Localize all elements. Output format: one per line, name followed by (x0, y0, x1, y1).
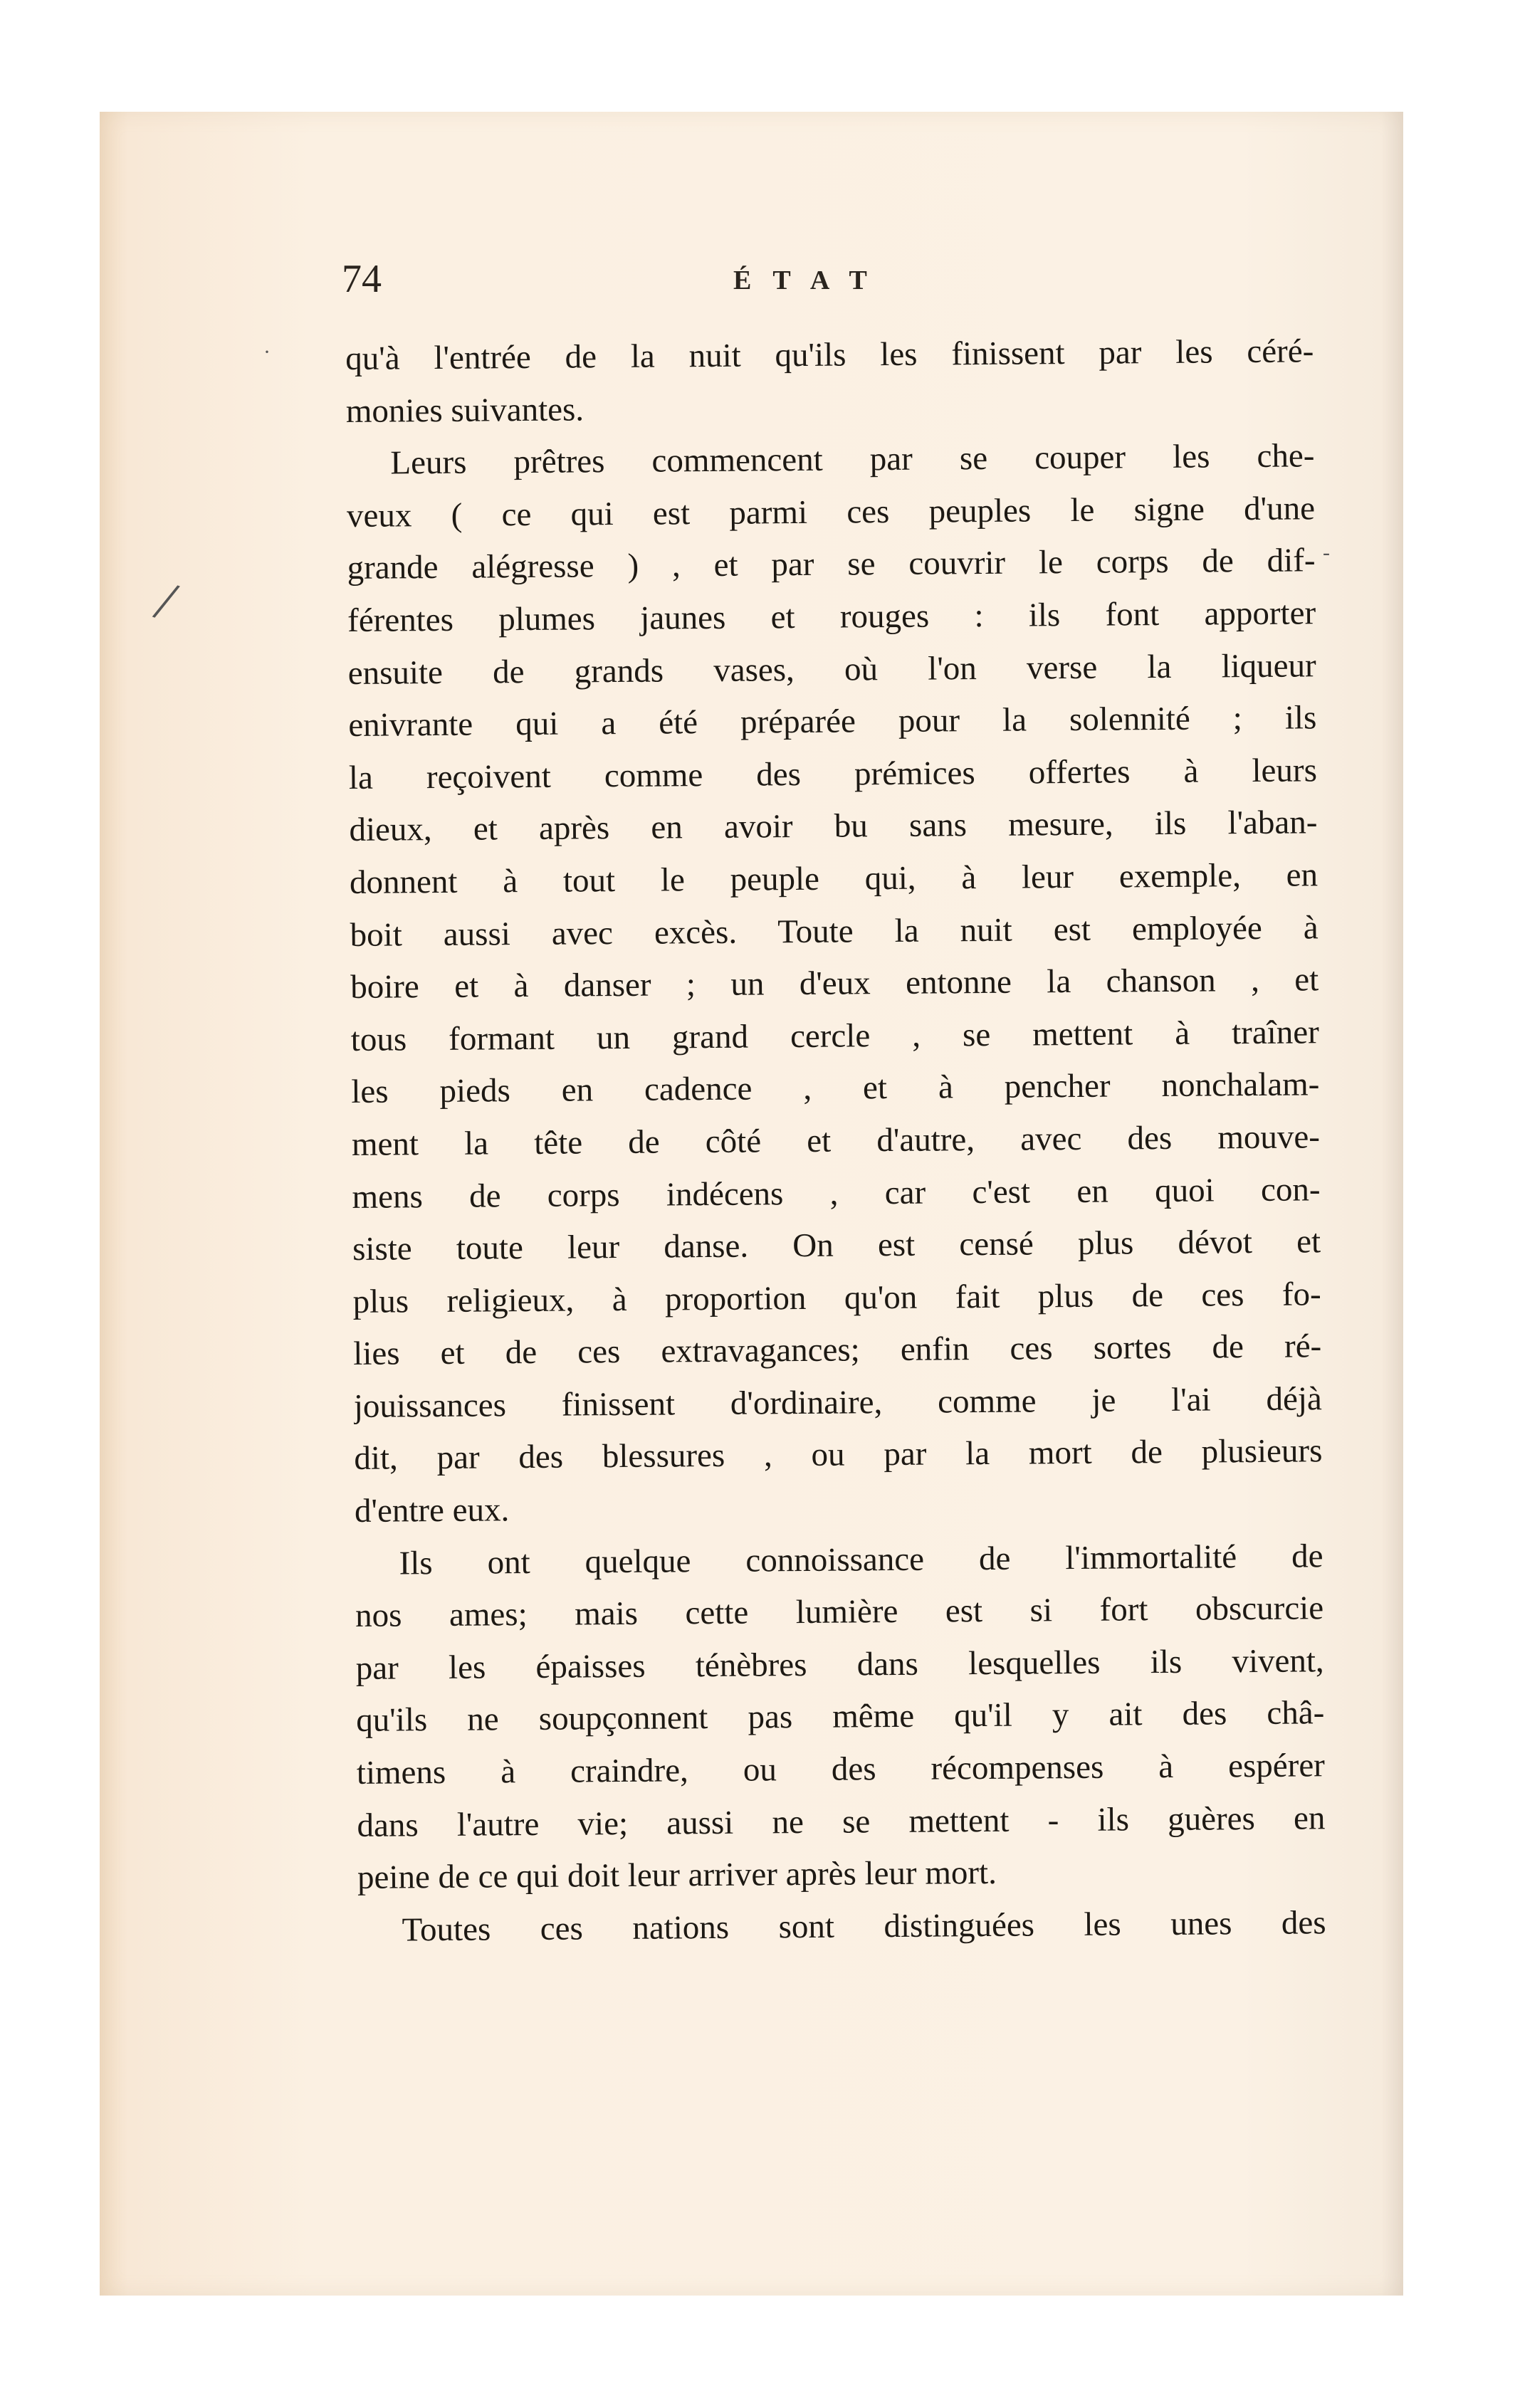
text-line: boire et à danser ; un d'eux entonne la chanson , et (350, 961, 1319, 1006)
pencil-mark: / (147, 569, 184, 634)
text-line: Toutes ces nations sont distinguées les unes des (402, 1904, 1326, 1949)
page-header (335, 249, 1317, 306)
text-line: boit aussi avec excès. Toute la nuit est employée à (350, 908, 1319, 954)
text-line: timens à craindre, ou des récompenses à espérer (356, 1747, 1326, 1792)
margin-dash: - (1323, 541, 1330, 564)
text-line: siste toute leur danse. On est censé plus dévot et (352, 1223, 1321, 1268)
text-line: ment la tête de côté et d'autre, avec des mouve- (351, 1118, 1321, 1163)
text-line: veux ( ce qui est parmi ces peuples le signe d'une (346, 490, 1316, 535)
text-line: grande alégresse ) , et par se couvrir le corps de dif- (347, 542, 1316, 587)
text-line: mens de corps indécens , car c'est en quoi con- (352, 1170, 1321, 1216)
text-line: nos ames; mais cette lumière est si fort obscurcie (355, 1589, 1324, 1635)
text-line: ensuite de grands vases, où l'on verse la liqueur (347, 646, 1316, 692)
text-line: qu'ils ne soupçonnent pas même qu'il y ait des châ- (356, 1694, 1325, 1740)
text-line: la reçoivent comme des prémices offertes à leurs (348, 752, 1318, 796)
page-number: 74 (342, 257, 382, 301)
text-line: tous formant un grand cercle , se mettent à traîner (350, 1014, 1319, 1058)
text-line: d'entre eux. (354, 1491, 510, 1530)
text-line: lies et de ces extravagances; enfin ces sortes de ré- (353, 1327, 1322, 1373)
text-line: Ils ont quelque connoissance de l'immortalité de (399, 1537, 1323, 1582)
running-title: ÉTAT (733, 265, 888, 295)
body-text (345, 325, 1326, 1957)
text-line: Leurs prêtres commencent par se couper les che- (390, 437, 1315, 482)
margin-dot: · (263, 340, 271, 364)
text-line: férentes plumes jaunes et rouges : ils font apporter (347, 594, 1316, 639)
text-line: peine de ce qui doit leur arriver après leur mort. (357, 1854, 997, 1897)
text-line: les pieds en cadence , et à pencher nonchalam- (351, 1066, 1320, 1111)
text-line: enivrante qui a été préparée pour la solennité ; ils (348, 699, 1317, 745)
text-line: par les épaisses ténèbres dans lesquelles ils vivent, (355, 1642, 1324, 1687)
text-line: jouissances finissent d'ordinaire, comme je l'ai déjà (353, 1380, 1323, 1425)
text-line: dans l'autre vie; aussi ne se mettent - ils guères en (357, 1799, 1326, 1844)
text-line: dit, par des blessures , ou par la mort de plusieurs (354, 1432, 1323, 1478)
text-line: dieux, et après en avoir bu sans mesure, ils l'aban- (349, 804, 1318, 849)
text-line: monies suivantes. (345, 390, 584, 430)
text-line: qu'à l'entrée de la nuit qu'ils les finissent par les céré- (345, 332, 1314, 377)
text-line: donnent à tout le peuple qui, à leur exemple, en (349, 856, 1319, 901)
text-line: plus religieux, à proportion qu'on fait plus de ces fo- (352, 1275, 1321, 1320)
